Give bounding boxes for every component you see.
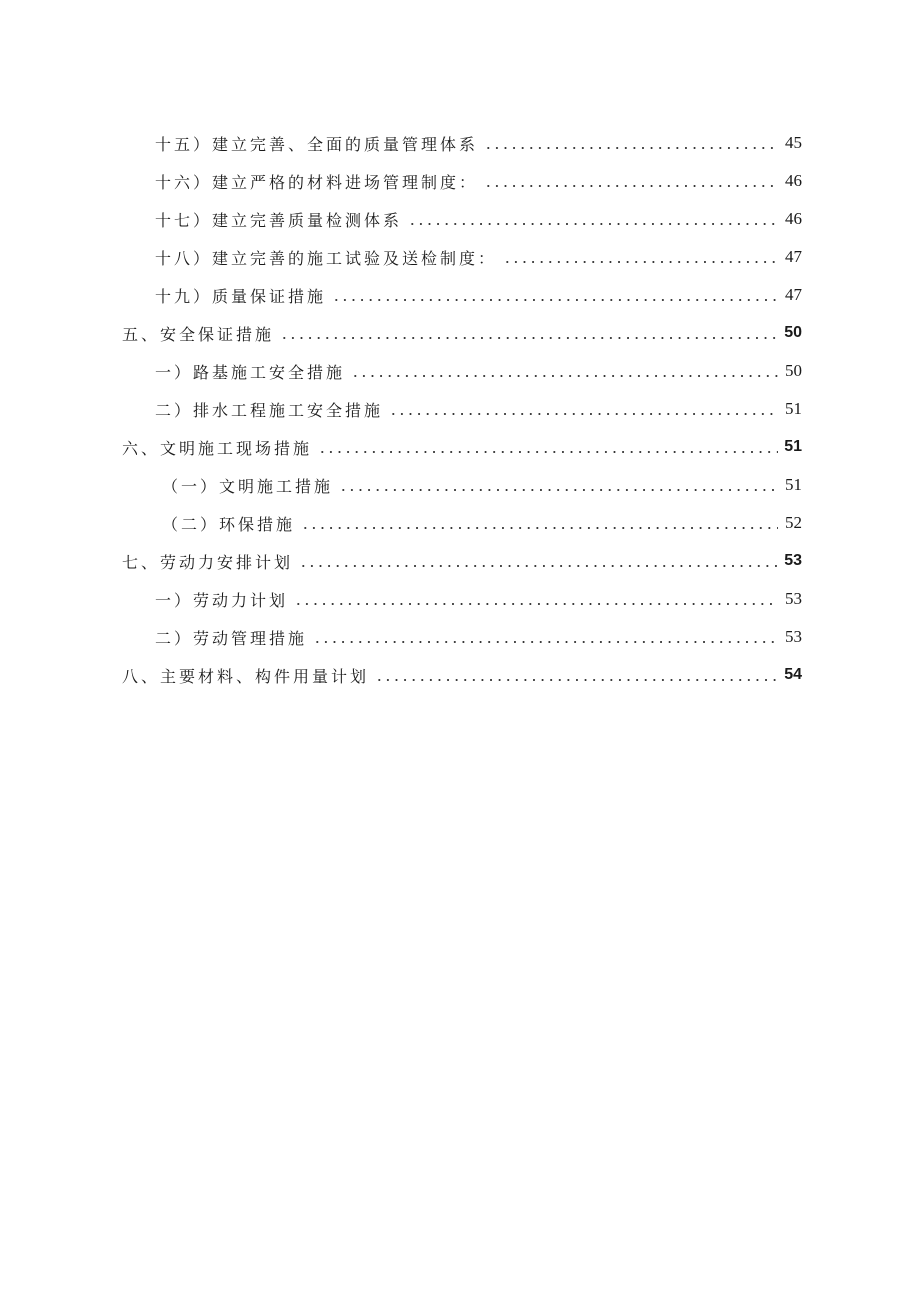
toc-entry-page: 51 xyxy=(785,475,802,494)
toc-dot-leader xyxy=(351,374,778,378)
toc-entry-title: （一）文明施工措施 xyxy=(162,476,334,496)
toc-dot-leader xyxy=(313,640,778,644)
toc-dot-leader xyxy=(332,298,778,302)
toc-section-entry[interactable] xyxy=(0,314,920,352)
toc-entry-title: 十九）质量保证措施 xyxy=(155,286,327,306)
toc-entry[interactable] xyxy=(0,276,920,314)
toc-entry-page: 47 xyxy=(785,247,802,266)
toc-dot-leader xyxy=(318,450,778,454)
toc-entry-page: 51 xyxy=(784,438,802,455)
toc-entry-page: 51 xyxy=(785,399,802,418)
toc-entry-title: 八、主要材料、构件用量计划 xyxy=(122,666,370,686)
toc-dot-leader xyxy=(299,564,778,568)
toc-entry-page: 53 xyxy=(785,589,802,608)
toc-section-entry[interactable] xyxy=(0,542,920,580)
toc-entry[interactable] xyxy=(0,238,920,276)
toc-entry-title: 十八）建立完善的施工试验及送检制度： xyxy=(155,248,498,268)
toc-entry-page: 45 xyxy=(785,133,802,152)
toc-entry[interactable] xyxy=(0,390,920,428)
toc-dot-leader xyxy=(339,488,778,492)
toc-entry-page: 50 xyxy=(784,324,802,341)
toc-dot-leader xyxy=(408,222,778,226)
toc-entry-title: 六、文明施工现场措施 xyxy=(122,438,313,458)
toc-dot-leader xyxy=(484,184,778,188)
toc-entry[interactable] xyxy=(0,618,920,656)
toc-entry[interactable] xyxy=(0,466,920,504)
toc-entry-page: 54 xyxy=(784,666,802,683)
toc-dot-leader xyxy=(503,260,778,264)
toc-entry-page: 53 xyxy=(785,627,802,646)
toc-section-entry[interactable] xyxy=(0,656,920,694)
toc-entry-title: 二）排水工程施工安全措施 xyxy=(155,400,384,420)
toc-entry-title: 十六）建立严格的材料进场管理制度： xyxy=(155,172,479,192)
toc-entry-title: （二）环保措施 xyxy=(162,514,296,534)
toc-entry-title: 二）劳动管理措施 xyxy=(155,628,308,648)
toc-entry[interactable] xyxy=(0,580,920,618)
toc-dot-leader xyxy=(375,678,778,682)
toc-dot-leader xyxy=(294,602,778,606)
toc-entry-title: 七、劳动力安排计划 xyxy=(122,552,294,572)
toc-dot-leader xyxy=(280,336,778,340)
toc-entry-title: 一）劳动力计划 xyxy=(155,590,289,610)
toc-entry-title: 五、安全保证措施 xyxy=(122,324,275,344)
toc-entry-page: 50 xyxy=(785,361,802,380)
toc-dot-leader xyxy=(484,146,778,150)
toc-entry-page: 52 xyxy=(785,513,802,532)
toc-entry[interactable] xyxy=(0,124,920,162)
toc-entry-title: 十七）建立完善质量检测体系 xyxy=(155,210,403,230)
toc-dot-leader xyxy=(301,526,778,530)
toc-section-entry[interactable] xyxy=(0,428,920,466)
toc-entry[interactable] xyxy=(0,162,920,200)
toc-entry[interactable] xyxy=(0,352,920,390)
toc-entry[interactable] xyxy=(0,200,920,238)
toc-entry-title: 十五）建立完善、全面的质量管理体系 xyxy=(155,134,479,154)
toc-entry-title: 一）路基施工安全措施 xyxy=(155,362,346,382)
toc-entry-page: 46 xyxy=(785,171,802,190)
toc-entry-page: 46 xyxy=(785,209,802,228)
table-of-contents xyxy=(0,124,920,694)
toc-entry-page: 47 xyxy=(785,285,802,304)
toc-entry[interactable] xyxy=(0,504,920,542)
toc-entry-page: 53 xyxy=(784,552,802,569)
toc-dot-leader xyxy=(389,412,778,416)
